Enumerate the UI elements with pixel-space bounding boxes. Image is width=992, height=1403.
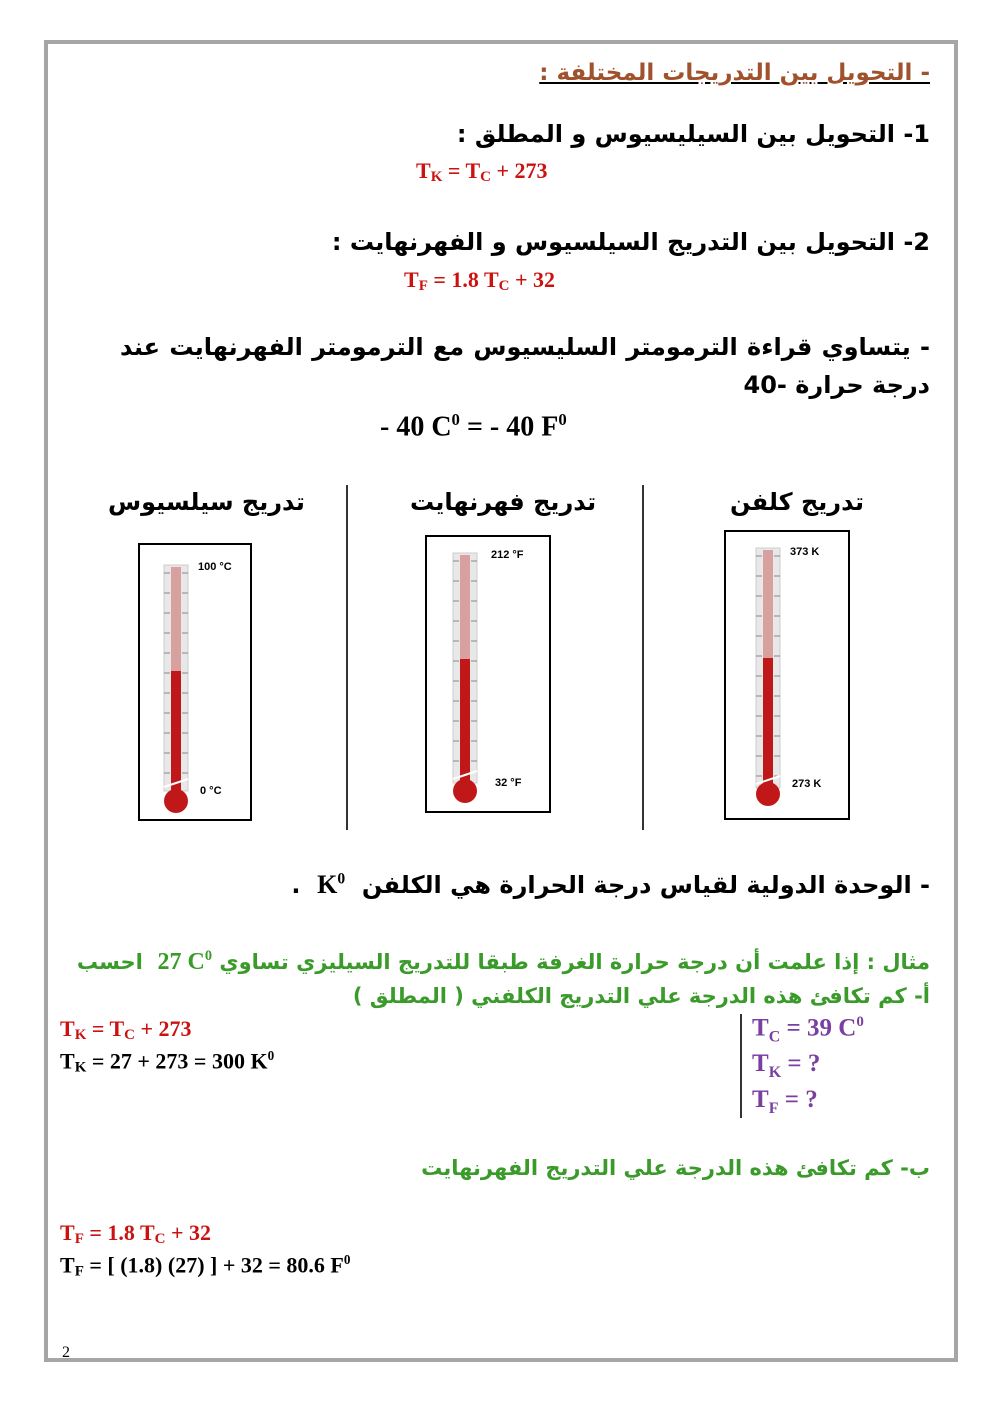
example-part-b: ب- كم تكافئ هذه الدرجة علي التدريج الفهرنهايت bbox=[421, 1156, 930, 1180]
formula-fahrenheit: $T_F = 1.8$ $T_C + 32$ bbox=[404, 267, 556, 294]
example-part-a: أ- كم تكافئ هذه الدرجة علي التدريج الكلفني ( المطلق ) bbox=[352, 984, 930, 1008]
celsius-scale-title: تدريج سيلسيوس bbox=[108, 488, 305, 516]
equality-equation: - 40 $C^0$ = - 40 $F^0$ bbox=[380, 410, 567, 443]
given-divider bbox=[740, 1014, 742, 1118]
fahrenheit-bottom-label: 32 °F bbox=[495, 777, 522, 789]
fahrenheit-scale-title: تدريج فهرنهايت bbox=[410, 488, 597, 516]
example-line-1: مثال : إذا علمت أن درجة حرارة الغرفة طبقا للتدريج السيليزي تساوي 27 $C^0$ احسب bbox=[76, 948, 930, 975]
si-unit-statement: - الوحدة الدولية لقياس درجة الحرارة هي الكلفن $K^0$ . bbox=[291, 870, 930, 899]
solution-b-result: $T_F$ = [ (1.8) (27) ] + 32 = 80.6 $F^0$ bbox=[60, 1252, 351, 1280]
given-tf: $T_F$ = ? bbox=[752, 1086, 818, 1117]
section-2-heading: 2- التحويل بين التدريج السيلسيوس و الفهرنهايت : bbox=[331, 228, 930, 256]
section-1-heading: 1- التحويل بين السيليسيوس و المطلق : bbox=[456, 120, 930, 148]
solution-b-formula: $T_F = 1.8$ $T_C + 32$ bbox=[60, 1220, 212, 1247]
fahrenheit-thermometer bbox=[425, 535, 551, 813]
equality-statement: - يتساوي قراءة الترمومتر السليسيوس مع الترمومتر الفهرنهايت عند درجة حرارة -40 bbox=[120, 333, 930, 399]
kelvin-scale-title: تدريج كلفن bbox=[730, 488, 864, 516]
divider-left bbox=[346, 485, 348, 830]
divider-right bbox=[642, 485, 644, 830]
solution-a-formula: $T_K = T_C + 273$ bbox=[60, 1016, 192, 1043]
celsius-bottom-label: 0 °C bbox=[200, 785, 222, 797]
page-title: - التحويل بين التدريجات المختلفة : bbox=[539, 60, 930, 86]
celsius-thermometer bbox=[138, 543, 252, 821]
celsius-top-label: 100 °C bbox=[198, 561, 232, 573]
kelvin-thermometer-graphic bbox=[726, 532, 848, 818]
page-number: 2 bbox=[62, 1344, 70, 1361]
kelvin-thermometer bbox=[724, 530, 850, 820]
fahrenheit-thermometer-graphic bbox=[427, 537, 549, 811]
kelvin-bottom-label: 273 K bbox=[792, 778, 822, 790]
given-tc: $T_C = 39$ $C^0$ bbox=[752, 1014, 864, 1046]
formula-kelvin: $T_K = T_C + 273$ bbox=[416, 158, 548, 185]
solution-a-result: $T_K = 27 + 273 = 300$ $K^0$ bbox=[60, 1048, 275, 1076]
celsius-thermometer-graphic bbox=[140, 545, 250, 819]
fahrenheit-top-label: 212 °F bbox=[491, 549, 524, 561]
given-tk: $T_K$ = ? bbox=[752, 1050, 821, 1081]
kelvin-top-label: 373 K bbox=[790, 546, 820, 558]
